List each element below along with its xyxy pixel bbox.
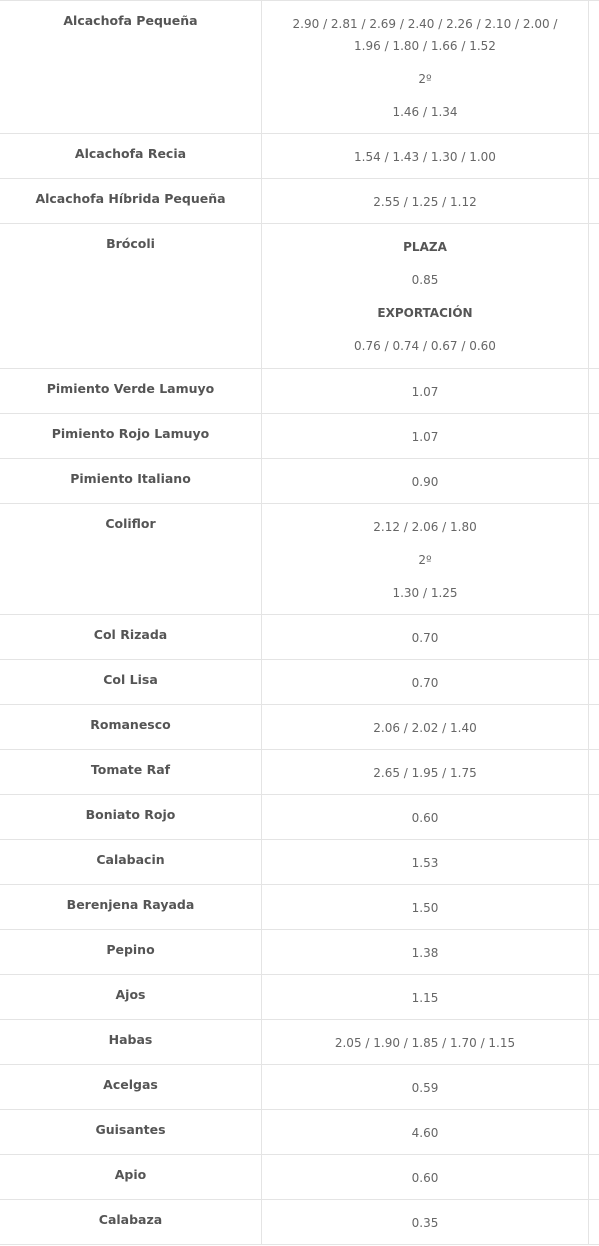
price-values: 0.59: [411, 1081, 439, 1095]
price-values: 2.12 / 2.06 / 1.80: [373, 520, 477, 534]
price-cell: [262, 1020, 589, 1064]
table-edge: [589, 1200, 599, 1244]
table-edge: [589, 1110, 599, 1154]
table-row: [0, 615, 599, 660]
price-values: 2.55 / 1.25 / 1.12: [373, 195, 477, 209]
price-cell: [262, 369, 589, 413]
table-row: [0, 840, 599, 885]
product-name: Habas: [0, 1020, 262, 1064]
table-row: [0, 1110, 599, 1155]
table-edge: [589, 705, 599, 749]
price-values: 0.76 / 0.74 / 0.67 / 0.60: [354, 339, 496, 353]
product-name: Coliflor: [0, 504, 262, 614]
price-values: 2.65 / 1.95 / 1.75: [373, 766, 477, 780]
price-values: 0.70: [411, 676, 439, 690]
product-name: Alcachofa Recia: [0, 134, 262, 178]
price-values: 2.05 / 1.90 / 1.85 / 1.70 / 1.15: [334, 1036, 516, 1050]
table-edge: [589, 930, 599, 974]
product-name: Boniato Rojo: [0, 795, 262, 839]
product-name: Calabacin: [0, 840, 262, 884]
price-values: 2º: [418, 553, 432, 567]
product-name: Col Rizada: [0, 615, 262, 659]
price-cell: [262, 750, 589, 794]
price-cell: [262, 1155, 589, 1199]
product-name: Pimiento Italiano: [0, 459, 262, 503]
price-cell: [262, 975, 589, 1019]
price-values: 1.07: [411, 385, 439, 399]
price-cell: [262, 930, 589, 974]
product-name: Tomate Raf: [0, 750, 262, 794]
price-cell: [262, 660, 589, 704]
price-values: 0.90: [411, 475, 439, 489]
price-values: 1.07: [411, 430, 439, 444]
table-row: [0, 369, 599, 414]
price-cell: [262, 504, 589, 614]
price-values: 0.60: [411, 1171, 439, 1185]
table-row: [0, 459, 599, 504]
table-edge: [589, 1020, 599, 1064]
price-values: 1.38: [411, 946, 439, 960]
price-cell: [262, 179, 589, 223]
table-row: [0, 930, 599, 975]
price-values: 4.60: [411, 1126, 439, 1140]
product-name: Pimiento Verde Lamuyo: [0, 369, 262, 413]
price-cell: [262, 885, 589, 929]
product-name: Pepino: [0, 930, 262, 974]
product-name: Romanesco: [0, 705, 262, 749]
product-name: Alcachofa Pequeña: [0, 1, 262, 133]
price-values: 1.30 / 1.25: [392, 586, 458, 600]
table-edge: [589, 840, 599, 884]
price-values: 1.50: [411, 901, 439, 915]
table-edge: [589, 795, 599, 839]
table-row: [0, 1, 599, 134]
product-name: Ajos: [0, 975, 262, 1019]
price-cell: [262, 1, 589, 133]
price-values: 1.54 / 1.43 / 1.30 / 1.00: [354, 150, 496, 164]
price-cell: [262, 459, 589, 503]
table-edge: [589, 459, 599, 503]
price-cell: [262, 615, 589, 659]
table-row: [0, 660, 599, 705]
price-values: 1.15: [411, 991, 439, 1005]
price-values: 2.06 / 2.02 / 1.40: [373, 721, 477, 735]
table-edge: [589, 224, 599, 368]
product-name: Alcachofa Híbrida Pequeña: [0, 179, 262, 223]
table-row: [0, 750, 599, 795]
table-edge: [589, 369, 599, 413]
price-values: 1.53: [411, 856, 439, 870]
price-cell: [262, 414, 589, 458]
price-cell: [262, 705, 589, 749]
price-group-heading: EXPORTACIÓN: [377, 306, 473, 320]
table-edge: [589, 1, 599, 133]
table-row: [0, 504, 599, 615]
price-cell: [262, 134, 589, 178]
product-name: Col Lisa: [0, 660, 262, 704]
table-row: [0, 414, 599, 459]
table-row: [0, 179, 599, 224]
price-values: 0.85: [411, 273, 439, 287]
table-row: [0, 1200, 599, 1245]
table-edge: [589, 414, 599, 458]
price-cell: [262, 1200, 589, 1244]
table-row: [0, 224, 599, 369]
price-values: 2.90 / 2.81 / 2.69 / 2.40 / 2.26 / 2.10 / 2.00 / 1.96 / 1.80 / 1.66 / 1.52: [292, 17, 558, 53]
price-values: 2º: [418, 72, 432, 86]
price-values: 1.46 / 1.34: [392, 105, 458, 119]
price-cell: [262, 1110, 589, 1154]
price-cell: [262, 1065, 589, 1109]
table-edge: [589, 134, 599, 178]
table-row: [0, 885, 599, 930]
product-name: Calabaza: [0, 1200, 262, 1244]
table-row: [0, 1065, 599, 1110]
price-values: 0.70: [411, 631, 439, 645]
price-group-heading: PLAZA: [403, 240, 447, 254]
price-cell: [262, 224, 589, 368]
table-row: [0, 975, 599, 1020]
table-row: [0, 795, 599, 840]
price-cell: [262, 840, 589, 884]
table-edge: [589, 750, 599, 794]
table-edge: [589, 504, 599, 614]
table-row: [0, 1020, 599, 1065]
product-name: Berenjena Rayada: [0, 885, 262, 929]
table-edge: [589, 660, 599, 704]
price-values: 0.35: [411, 1216, 439, 1230]
table-row: [0, 705, 599, 750]
product-name: Guisantes: [0, 1110, 262, 1154]
table-row: [0, 1155, 599, 1200]
table-edge: [589, 975, 599, 1019]
product-name: Acelgas: [0, 1065, 262, 1109]
table-edge: [589, 1065, 599, 1109]
table-edge: [589, 885, 599, 929]
product-name: Brócoli: [0, 224, 262, 368]
price-cell: [262, 795, 589, 839]
product-name: Apio: [0, 1155, 262, 1199]
table-edge: [589, 615, 599, 659]
product-name: Pimiento Rojo Lamuyo: [0, 414, 262, 458]
price-values: 0.60: [411, 811, 439, 825]
table-edge: [589, 179, 599, 223]
table-row: [0, 134, 599, 179]
table-edge: [589, 1155, 599, 1199]
